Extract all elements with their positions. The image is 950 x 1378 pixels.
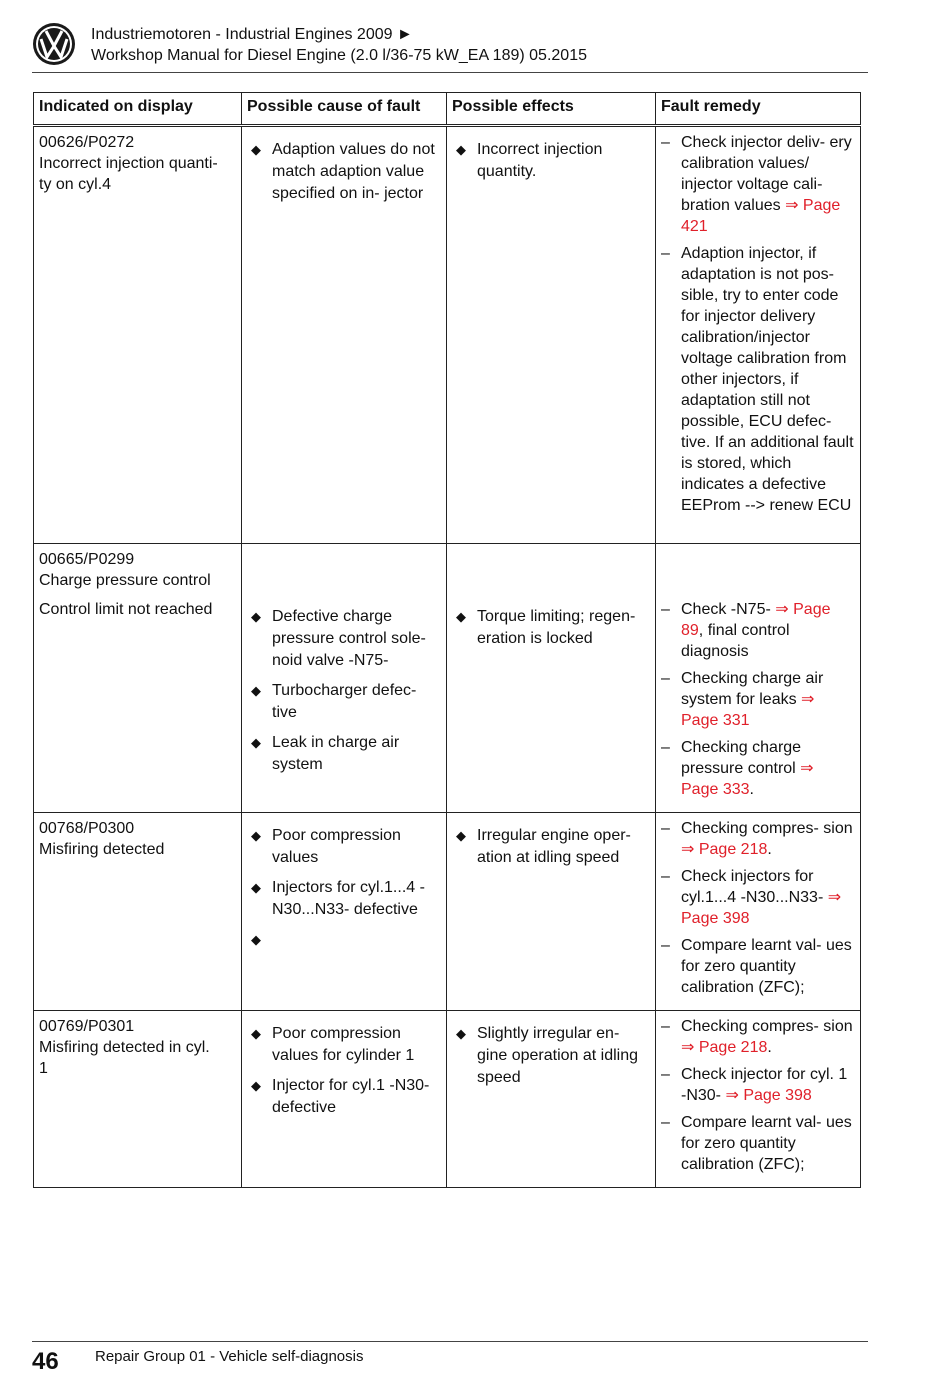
effects-cell	[447, 1011, 656, 1188]
footer-divider	[32, 1341, 868, 1342]
list-item: ◆ Incorrect injection quantity.	[456, 141, 603, 180]
fault-description: Control limit not reached	[39, 601, 213, 618]
column-header-display: Indicated on display	[34, 93, 242, 126]
diamond-bullet-icon: ◆	[251, 1078, 261, 1093]
cause-cell	[242, 1011, 447, 1188]
list-item: – Check injector for cyl. 1 -N30- ⇒ Page 398	[661, 1066, 848, 1104]
page-reference-link[interactable]: ⇒ Page 89	[681, 601, 831, 639]
diamond-bullet-icon: ◆	[251, 609, 261, 624]
fault-code: 00626/P0272	[39, 134, 135, 151]
column-header-effects: Possible effects	[447, 93, 656, 126]
display-cell	[34, 813, 242, 1011]
column-header-cause: Possible cause of fault	[242, 93, 447, 126]
diamond-bullet-icon: ◆	[456, 828, 466, 843]
list-item: – Check injector deliv- ery calibration values/ injector voltage cali- bration values ⇒ Page 421	[661, 134, 852, 235]
list-item: ◆ Defective charge pressure control sole- noid valve -N75-	[251, 608, 426, 669]
display-cell	[34, 544, 242, 813]
page-reference-link[interactable]: ⇒ Page 421	[681, 197, 841, 235]
table-row	[34, 1011, 861, 1188]
list-item: – Check -N75- ⇒ Page 89, final control diagnosis	[661, 601, 831, 660]
list-item	[247, 929, 441, 951]
page-reference-link[interactable]: ⇒ Page 333	[681, 760, 814, 798]
fault-description: Charge pressure control	[39, 572, 211, 589]
diamond-bullet-icon: ◆	[251, 932, 261, 947]
document-header	[91, 24, 587, 66]
table-header-row	[34, 93, 861, 126]
diamond-bullet-icon: ◆	[251, 142, 261, 157]
page-reference-link[interactable]: ⇒ Page 218	[681, 1039, 768, 1056]
table-row	[34, 813, 861, 1011]
header-divider	[32, 72, 868, 73]
effects-cell	[447, 544, 656, 813]
list-item: – Checking compres- sion ⇒ Page 218.	[661, 820, 853, 858]
diamond-bullet-icon: ◆	[251, 1026, 261, 1041]
effects-cell	[447, 813, 656, 1011]
cause-cell	[242, 544, 447, 813]
list-item: ◆ Poor compression values for cylinder 1	[251, 1025, 415, 1064]
fault-code: 00769/P0301	[39, 1018, 135, 1035]
fault-description: Misfiring detected in cyl.	[39, 1039, 210, 1056]
diamond-bullet-icon: ◆	[251, 828, 261, 843]
header-line-2: Workshop Manual for Diesel Engine (2.0 l/36-75 kW_EA 189) 05.2015	[91, 47, 587, 64]
remedy-cell	[656, 544, 861, 813]
header-line-1: Industriemotoren - Industrial Engines 2009 ►	[91, 26, 413, 43]
list-item: – Checking charge air system for leaks ⇒ Page 331	[661, 670, 824, 729]
page-reference-link[interactable]: ⇒ Page 331	[681, 691, 815, 729]
fault-code: 00768/P0300	[39, 820, 135, 837]
list-item: ◆ Torque limiting; regen- eration is locked	[456, 608, 636, 647]
list-item: – Checking charge pressure control ⇒ Page 333.	[661, 739, 814, 798]
footer-section-title: Repair Group 01 - Vehicle self-diagnosis	[95, 1348, 364, 1365]
page-reference-link[interactable]: ⇒ Page 398	[681, 889, 842, 927]
list-item: ◆ Poor compression values	[251, 827, 401, 866]
list-item: ◆ Slightly irregular en- gine operation at idling speed	[456, 1025, 639, 1086]
diamond-bullet-icon: ◆	[251, 683, 261, 698]
fault-code: 00665/P0299	[39, 551, 135, 568]
remedy-cell	[656, 1011, 861, 1188]
list-item: ◆ Injectors for cyl.1...4 -N30...N33- defective	[251, 879, 425, 918]
list-item: – Compare learnt val- ues for zero quantity calibration (ZFC);	[661, 1114, 852, 1173]
list-item: ◆ Adaption values do not match adaption value specified on in- jector	[251, 141, 435, 202]
diamond-bullet-icon: ◆	[456, 1026, 466, 1041]
fault-description: 1	[39, 1060, 48, 1077]
diamond-bullet-icon: ◆	[251, 880, 261, 895]
column-header-remedy: Fault remedy	[656, 93, 861, 126]
list-item: – Adaption injector, if adaptation is not pos- sible, try to enter code for injector delivery calibration/injector voltage calibration from other injectors, if adaptation still not possible, ECU defec- tive. If an additional fault is stored, which indicates a defective EEProm --> renew ECU	[661, 245, 854, 514]
fault-description: ty on cyl.4	[39, 176, 112, 193]
remedy-cell	[656, 126, 861, 544]
diamond-bullet-icon: ◆	[251, 735, 261, 750]
table-row	[34, 544, 861, 813]
display-cell	[34, 1011, 242, 1188]
page-reference-link[interactable]: ⇒ Page 218	[681, 841, 768, 858]
list-item: ◆ Irregular engine oper- ation at idling speed	[456, 827, 631, 866]
list-item: – Checking compres- sion ⇒ Page 218.	[661, 1018, 853, 1056]
cause-cell	[242, 126, 447, 544]
cause-cell	[242, 813, 447, 1011]
list-item: ◆ Injector for cyl.1 -N30- defective	[251, 1077, 430, 1116]
page-reference-link[interactable]: ⇒ Page 398	[725, 1087, 812, 1104]
vw-logo-icon	[32, 22, 76, 66]
list-item: – Compare learnt val- ues for zero quantity calibration (ZFC);	[661, 937, 852, 996]
page-number: 46	[32, 1348, 59, 1375]
diamond-bullet-icon: ◆	[456, 609, 466, 624]
list-item: ◆ Leak in charge air system	[251, 734, 400, 773]
remedy-cell	[656, 813, 861, 1011]
display-cell	[34, 126, 242, 544]
table-row	[34, 126, 861, 544]
fault-table	[33, 92, 861, 1188]
fault-description: Misfiring detected	[39, 841, 165, 858]
list-item: ◆ Turbocharger defec- tive	[251, 682, 417, 721]
list-item: – Check injectors for cyl.1...4 -N30...N33- ⇒ Page 398	[661, 868, 842, 927]
diamond-bullet-icon: ◆	[456, 142, 466, 157]
effects-cell	[447, 126, 656, 544]
fault-description: Incorrect injection quanti-	[39, 155, 218, 172]
